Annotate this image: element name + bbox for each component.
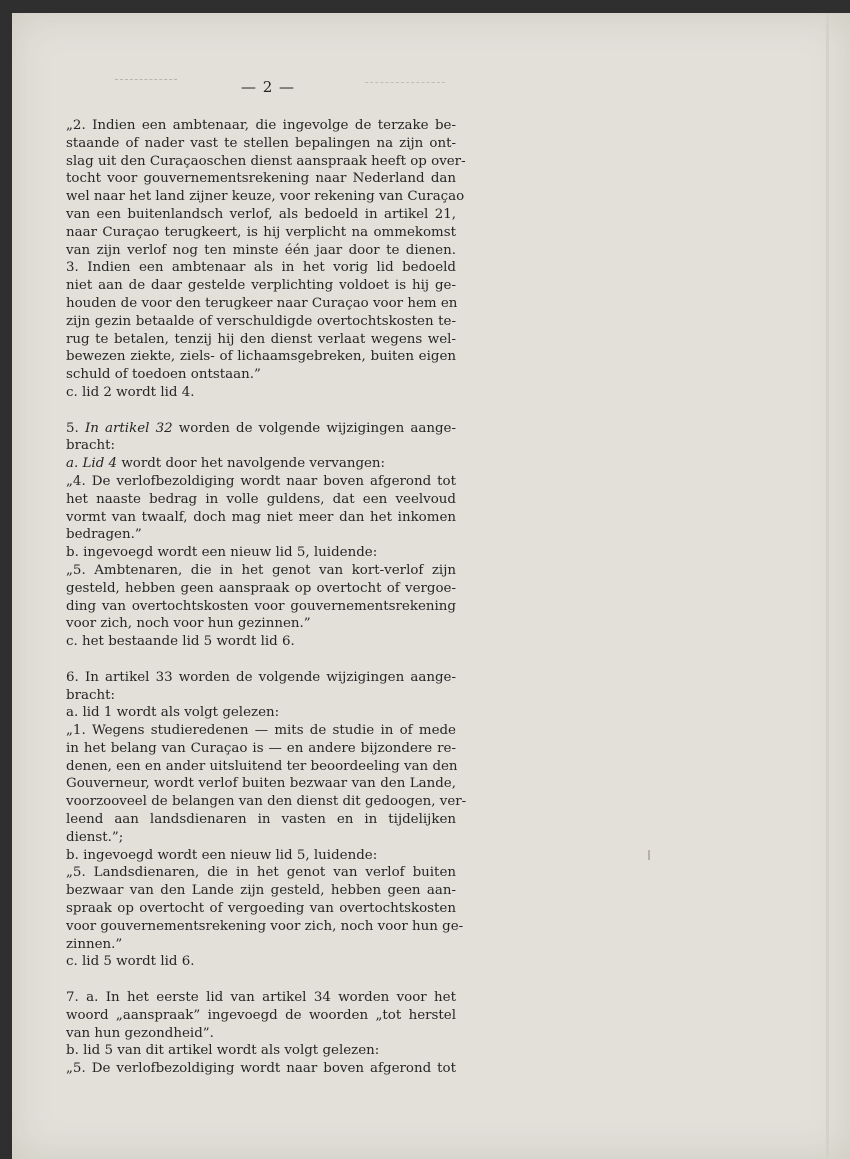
text-line: voorzooveel de belangen van den dienst dit gedoogen, ver-: [66, 794, 467, 810]
text-line: 3. Indien een ambtenaar als in het vorig lid bedoeld: [66, 260, 456, 276]
text-line: c. lid 5 wordt lid 6.: [66, 954, 195, 970]
text-line: in het belang van Curaçao is — en andere bijzondere re-: [66, 740, 456, 756]
text-line: wel naar het land zijner keuze, voor rekening van Curaçao: [66, 189, 465, 205]
text-line: tocht voor gouvernementsrekening naar Nederland dan: [66, 171, 456, 187]
text-line: van hun gezondheid”.: [66, 1025, 214, 1041]
text-line: b. lid 5 van dit artikel wordt als volgt gelezen:: [66, 1043, 380, 1059]
article-ref: In artikel 32: [84, 420, 173, 436]
text-line: „5. Ambtenaren, die in het genot van kort-verlof zijn: [66, 562, 456, 578]
section-5-heading: [66, 420, 456, 438]
text-line: het naaste bedrag in volle guldens, dat een veelvoud: [66, 491, 456, 507]
text-line: bracht:: [66, 438, 115, 454]
text-line: slag uit den Curaçaoschen dienst aanspraak heeft op over-: [66, 153, 466, 169]
text-line: „5. De verlofbezoldiging wordt naar boven afgerond tot: [66, 1061, 456, 1077]
text-line: woord „aanspraak” ingevoegd de woorden „tot herstel: [66, 1007, 456, 1023]
lid-ref: Lid 4: [82, 456, 118, 472]
text-line: dienst.”;: [66, 829, 124, 845]
text-line: naar Curaçao terugkeert, is hij verplicht na ommekomst: [66, 224, 456, 240]
text-line: Gouverneur, wordt verlof buiten bezwaar van den Lande,: [66, 776, 456, 792]
text-line: bezwaar van den Lande zijn gesteld, hebben geen aan-: [66, 883, 456, 899]
section-7-heading: 7. a. In het eerste lid van artikel 34 worden voor het: [66, 990, 456, 1006]
text-line: zinnen.”: [66, 936, 123, 952]
text-line: bedragen.”: [66, 527, 142, 543]
text-line: vormt van twaalf, doch mag niet meer dan het inkomen: [66, 509, 456, 525]
text-fragment: worden de volgende wijzigingen aange-: [178, 420, 456, 436]
section-number: 5.: [66, 420, 79, 436]
header-rule-left: [115, 79, 177, 81]
text-fragment: wordt door het navolgende vervangen:: [121, 456, 386, 472]
document-body: [66, 117, 467, 1078]
page-edge: [826, 13, 829, 1159]
header-rule-right: [365, 82, 445, 84]
text-line: a. lid 1 wordt als volgt gelezen:: [66, 705, 280, 721]
sub-letter: a.: [66, 456, 79, 472]
text-line: leend aan landsdienaren in vasten en in tijdelijken: [66, 812, 456, 828]
section-6-heading: 6. In artikel 33 worden de volgende wijzigingen aange-: [66, 669, 456, 685]
text-line: c. het bestaande lid 5 wordt lid 6.: [66, 634, 295, 650]
text-line: „1. Wegens studieredenen — mits de studie in of mede: [66, 723, 456, 739]
text-line: bewezen ziekte, ziels- of lichaamsgebreken, buiten eigen: [66, 349, 456, 365]
text-line: niet aan de daar gestelde verplichting voldoet is hij ge-: [66, 278, 456, 294]
text-line: „2. Indien een ambtenaar, die ingevolge de terzake be-: [66, 118, 456, 133]
text-line: rug te betalen, tenzij hij den dienst verlaat wegens wel-: [66, 331, 456, 347]
text-line: schuld of toedoen ontstaan.”: [66, 367, 261, 383]
text-line: ding van overtochtskosten voor gouvernementsrekening: [66, 598, 456, 614]
text-line: denen, een en ander uitsluitend ter beoordeeling van den: [66, 758, 458, 774]
paper-mark: [648, 850, 650, 860]
text-line: c. lid 2 wordt lid 4.: [66, 384, 195, 400]
text-line: voor gouvernementsrekening voor zich, noch voor hun ge-: [66, 918, 464, 934]
text-line: b. ingevoegd wordt een nieuw lid 5, luidende:: [66, 847, 378, 863]
text-line: „5. Landsdienaren, die in het genot van verlof buiten: [66, 865, 456, 881]
text-line: voor zich, noch voor hun gezinnen.”: [66, 616, 311, 632]
text-line: van een buitenlandsch verlof, als bedoeld in artikel 21,: [66, 206, 456, 222]
text-line: b. ingevoegd wordt een nieuw lid 5, luidende:: [66, 545, 378, 561]
text-line: „4. De verlofbezoldiging wordt naar boven afgerond tot: [66, 473, 456, 489]
subsection-a: [66, 455, 456, 473]
text-line: staande of nader vast te stellen bepalingen na zijn ont-: [66, 135, 456, 151]
text-line: van zijn verlof nog ten minste één jaar door te dienen.: [66, 242, 456, 258]
text-line: spraak op overtocht of vergoeding van overtochtskosten: [66, 901, 456, 917]
text-line: houden de voor den terugkeer naar Curaçao voor hem en: [66, 295, 458, 311]
text-line: gesteld, hebben geen aanspraak op overtocht of vergoe-: [66, 580, 456, 596]
text-line: zijn gezin betaalde of verschuldigde overtochtskosten te-: [66, 313, 456, 329]
page-number: — 2 —: [240, 78, 296, 96]
text-line: bracht:: [66, 687, 115, 703]
